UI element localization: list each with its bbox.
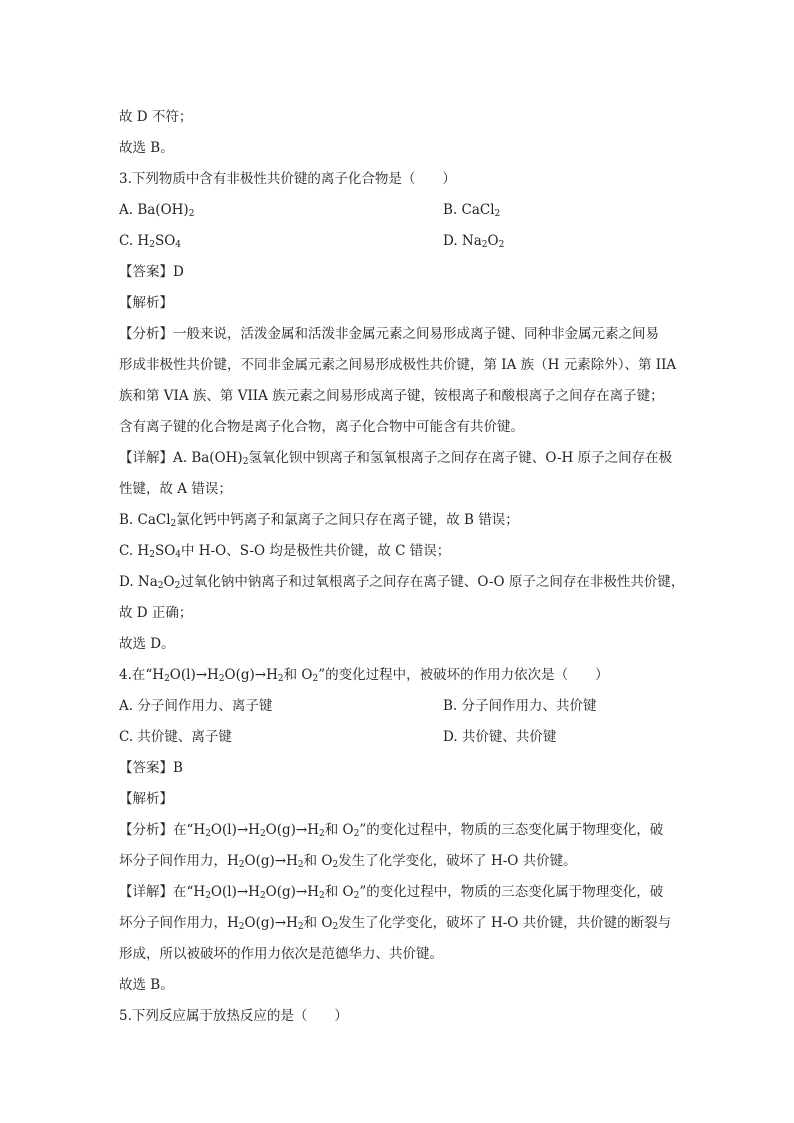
q3-option-a: A. $Ba(OH)_2$ (119, 202, 195, 219)
q4-analysis-heading: 【解析】 (119, 791, 173, 807)
q3-option-d: D. $Na_2O_2$ (443, 233, 505, 250)
q3-detail-line: C. $H_2SO_4$中 H-O、S-O 均是极性共价键，故 C 错误； (119, 543, 451, 560)
q3-analysis-line: 【分析】一般来说，活泼金属和活泼非金属元素之间易形成离子键、同种非金属元素之间易 (119, 326, 659, 342)
q3-detail-line: 性键，故 A 错误； (119, 481, 232, 497)
q3-analysis-line: 族和第 VIA 族、第 VIIA 族元素之间易形成离子键，铵根离子和酸根离子之间存在离子键； (119, 388, 664, 404)
q4-option-b: B. 分子间作用力、共价键 (443, 698, 597, 714)
q3-analysis-line: 形成非极性共价键，不同非金属元素之间易形成极性共价键，第 IA 族（H 元素除外）、第 IIA (119, 357, 677, 373)
q3-detail-line: B. CaCl$_2$氯化钙中钙离子和氯离子之间只存在离子键，故 B 错误； (119, 512, 519, 529)
text-line: 故选 B。 (119, 140, 174, 156)
question-5-stem: 5.下列反应属于放热反应的是（ ） (119, 1008, 348, 1024)
q3-option-b: B. CaCl$_2$ (443, 202, 501, 219)
q3-analysis-line: 含有离子键的化合物是离子化合物，离子化合物中可能含有共价键。 (119, 419, 524, 435)
question-4-stem: 4.在“$H_2O(l)\to H_2O(g)\to H_2$和 $O_2$”的变化过程中，被破坏的作用力依次是（ ） (119, 667, 609, 684)
q4-detail-line: 形成，所以被破坏的作用力依次是范德华力、共价键。 (119, 946, 443, 962)
q3-conclusion: 故选 D。 (119, 636, 175, 652)
q3-detail-line: 故 D 正确； (119, 605, 193, 621)
q4-analysis-line: 【分析】在“$H_2O(l)\to H_2O(g)\to H_2$和 $O_2$”的变化过程中，物质的三态变化属于物理变化，破 (119, 822, 664, 839)
question-3-stem: 3.下列物质中含有非极性共价键的离子化合物是（ ） (119, 171, 456, 187)
q3-options-row-1 (119, 195, 690, 226)
q4-options-row-2 (119, 722, 690, 753)
q3-option-c: C. $H_2SO_4$ (119, 233, 182, 250)
q4-detail-line: 坏分子间作用力，$H_2O(g)\to H_2$和 $O_2$发生了化学变化，破坏了 H-O 共价键，共价键的断裂与 (119, 915, 672, 932)
q4-conclusion: 故选 B。 (119, 977, 174, 993)
q4-options-row-1 (119, 691, 690, 722)
q3-options-row-2 (119, 226, 690, 257)
text-line: 故 D 不符； (119, 109, 193, 125)
q3-detail-line: D. $Na_2O_2$过氧化钠中钠离子和过氧根离子之间存在离子键、O-O 原子之间存在非极性共价键， (119, 574, 685, 591)
q4-option-c: C. 共价键、离子键 (119, 729, 232, 745)
q3-detail-line: 【详解】A. $Ba(OH)_2$氢氧化钡中钡离子和氢氧根离子之间存在离子键、O-H 原子之间存在极 (119, 450, 673, 467)
q4-option-d: D. 共价键、共价键 (443, 729, 557, 745)
q4-analysis-line: 坏分子间作用力，$H_2O(g)\to H_2$和 $O_2$发生了化学变化，破坏了 H-O 共价键。 (119, 853, 577, 870)
q4-option-a: A. 分子间作用力、离子键 (119, 698, 273, 714)
q4-answer: 【答案】B (119, 760, 183, 776)
q3-analysis-heading: 【解析】 (119, 295, 173, 311)
q3-answer: 【答案】D (119, 264, 184, 280)
q4-detail-line: 【详解】在“$H_2O(l)\to H_2O(g)\to H_2$和 $O_2$”的变化过程中，物质的三态变化属于物理变化，破 (119, 884, 664, 901)
